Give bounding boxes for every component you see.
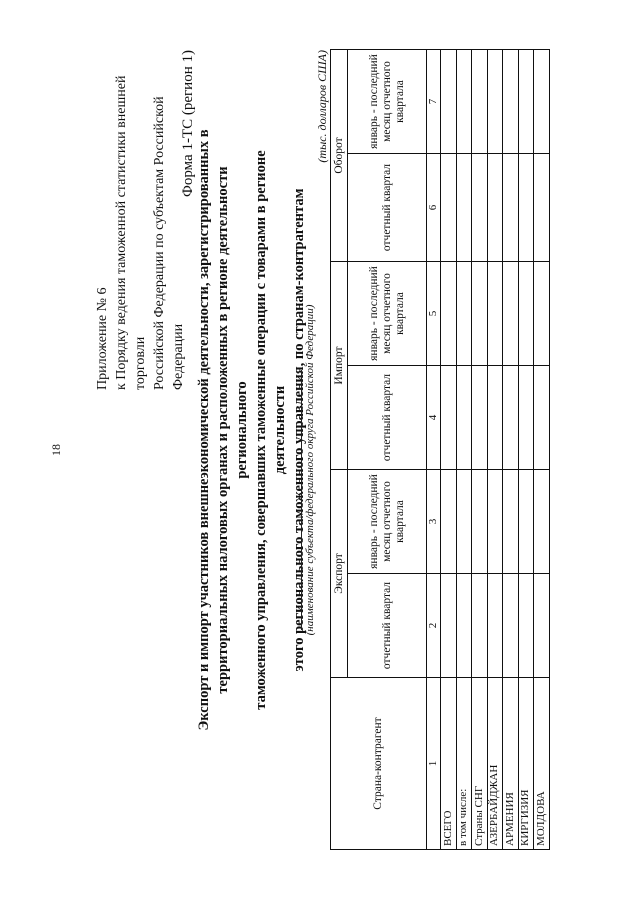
subject-underline (301, 370, 302, 630)
table-cell (518, 574, 534, 678)
table-cell (487, 366, 503, 470)
appendix-line-2: к Порядку ведения таможенной статистики внешней торговли (114, 75, 148, 390)
document-title (195, 120, 309, 740)
table-cell (456, 154, 472, 262)
statistics-table (330, 49, 550, 850)
table-cell (472, 574, 488, 678)
rotated-sheet (49, 50, 575, 850)
table-cell (534, 154, 550, 262)
row-label: Страны СНГ (472, 678, 488, 850)
column-number: 7 (427, 50, 441, 154)
column-number: 3 (427, 470, 441, 574)
subheader-import-quarter: отчетный квартал (348, 366, 427, 470)
unit-label: (тыс. долларов США) (315, 50, 329, 163)
page-number: 18 (49, 444, 63, 456)
table-cell (503, 470, 519, 574)
table-cell (503, 154, 519, 262)
appendix-block (93, 50, 188, 390)
table-cell (503, 50, 519, 154)
table-cell (534, 574, 550, 678)
header-export: Экспорт (331, 470, 348, 678)
table-row (441, 50, 457, 850)
column-number: 1 (427, 678, 441, 850)
title-line-3: таможенного управления, совершавших таможенные операции с товарами в регионе деятельности (253, 150, 288, 710)
table-cell (518, 366, 534, 470)
column-number: 4 (427, 366, 441, 470)
row-label: ВСЕГО (441, 678, 457, 850)
table-cell (487, 50, 503, 154)
table-cell (503, 574, 519, 678)
table-cell (503, 262, 519, 366)
table-cell (472, 154, 488, 262)
table-cell (518, 262, 534, 366)
table-cell (456, 50, 472, 154)
subheader-export-ytd: январь - последний месяц отчетного квартала (348, 470, 427, 574)
table-cell (518, 470, 534, 574)
table-cell (441, 262, 457, 366)
column-number: 6 (427, 154, 441, 262)
subheader-import-ytd: январь - последний месяц отчетного квартала (348, 262, 427, 366)
table-cell (518, 50, 534, 154)
table-cell (441, 470, 457, 574)
table-cell (472, 50, 488, 154)
table-row (487, 50, 503, 850)
header-country: Страна-контрагент (331, 678, 427, 850)
table-cell (534, 262, 550, 366)
table-row (518, 50, 534, 850)
column-number: 2 (427, 574, 441, 678)
table-cell (456, 262, 472, 366)
table-cell (441, 574, 457, 678)
table-cell (487, 262, 503, 366)
table-cell (472, 470, 488, 574)
appendix-line-3: Российской Федерации по субъектам Российской Федерации (152, 96, 186, 390)
table-cell (456, 470, 472, 574)
table-cell (456, 574, 472, 678)
column-number: 5 (427, 262, 441, 366)
table-cell (518, 154, 534, 262)
table-row (534, 50, 550, 850)
table-cell (441, 366, 457, 470)
row-label: в том числе: (456, 678, 472, 850)
subject-caption: (наименование субъекта/федерального округа Российской Федерации) (304, 304, 316, 636)
table-cell (534, 50, 550, 154)
table-row (456, 50, 472, 850)
title-line-1: Экспорт и импорт участников внешнеэкономической деятельности, зарегистрированных в (196, 129, 212, 731)
title-line-2: территориальных налоговых органах и расположенных в регионе деятельности регионального (215, 166, 250, 694)
table-cell (456, 366, 472, 470)
row-label: КИРГИЗИЯ (518, 678, 534, 850)
table-cell (472, 262, 488, 366)
table-cell (441, 50, 457, 154)
subheader-turnover-quarter: отчетный квартал (348, 154, 427, 262)
appendix-line-1: Приложение № 6 (95, 287, 110, 390)
row-label: АЗЕРБАЙДЖАН (487, 678, 503, 850)
title-line-4: этого регионального таможенного управления, по странам-контрагентам (291, 188, 307, 672)
header-turnover: Оборот (331, 50, 348, 262)
row-label: АРМЕНИЯ (503, 678, 519, 850)
subheader-export-quarter: отчетный квартал (348, 574, 427, 678)
table-row (472, 50, 488, 850)
table-cell (487, 470, 503, 574)
header-import: Импорт (331, 262, 348, 470)
table-cell (487, 574, 503, 678)
table-cell (503, 366, 519, 470)
table-cell (441, 154, 457, 262)
subheader-turnover-ytd: январь - последний месяц отчетного квартала (348, 50, 427, 154)
table-cell (487, 154, 503, 262)
table-row (503, 50, 519, 850)
table-cell (534, 366, 550, 470)
form-name: Форма 1-ТС (регион 1) (180, 50, 196, 197)
row-label: МОЛДОВА (534, 678, 550, 850)
table-cell (534, 470, 550, 574)
table-cell (472, 366, 488, 470)
